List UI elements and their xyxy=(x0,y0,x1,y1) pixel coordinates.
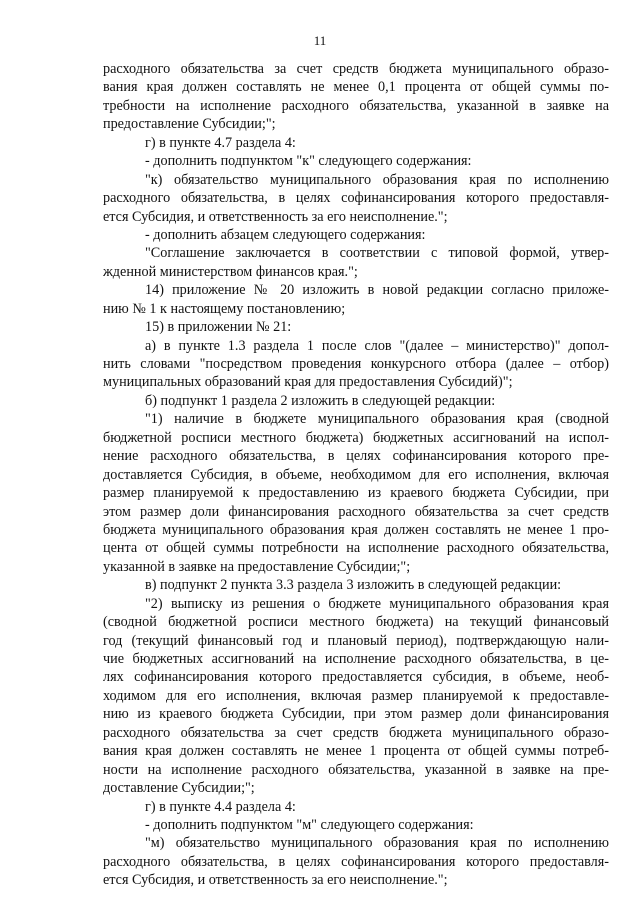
text-line: бюджета муниципального образования края должен составлять не менее 1 про- xyxy=(103,521,609,538)
text-line: - дополнить подпунктом "м" следующего содержания: xyxy=(145,816,474,833)
text-line: (сводной бюджетной росписи местного бюджета) на текущий финансовый xyxy=(103,614,609,631)
text-line: муниципальных образований края для предоставления Субсидий)"; xyxy=(103,374,513,391)
text-line: расходного обязательства за счет средств бюджета муниципального образо- xyxy=(103,724,609,741)
text-line: год (текущий финансовый год и плановый период), подтверждающую нали- xyxy=(103,632,609,649)
text-line: "1) наличие в бюджете муниципального образования края (сводной xyxy=(145,411,609,428)
text-line: б) подпункт 1 раздела 2 изложить в следующей редакции: xyxy=(145,392,496,409)
text-line: "Соглашение заключается в соответствии с типовой формой, утвер- xyxy=(145,245,609,262)
text-line: чие бюджетных ассигнований на исполнение расходного обязательства, в це- xyxy=(103,651,609,667)
text-line: указанной в заявке на предоставление Субсидии;"; xyxy=(103,558,411,575)
page-number: 11 xyxy=(313,33,327,48)
text-line: нение расходного обязательства, в целях софинансирования которого пре- xyxy=(103,448,609,465)
text-line: 15) в приложении № 21: xyxy=(145,319,292,336)
text-line: этом размер доли финансирования расходного обязательства за счет средств xyxy=(103,503,609,520)
text-line: требности на исполнение расходного обязательства, указанной в заявке на xyxy=(103,97,609,114)
text-line: ности на исполнение расходного обязательства, указанной в заявке на пре- xyxy=(103,761,609,778)
text-line: вания края должен составлять не менее 1 процента от общей суммы потреб- xyxy=(103,743,609,760)
text-line: расходного обязательства за счет средств бюджета муниципального образо- xyxy=(103,61,609,77)
text-line: - дополнить подпунктом "к" следующего содержания: xyxy=(145,153,472,170)
text-line: "к) обязательство муниципального образования края по исполнению xyxy=(145,171,609,188)
text-line: "м) обязательство муниципального образования края по исполнению xyxy=(145,835,609,852)
text-line: ется Субсидия, и ответственность за его неисполнение."; xyxy=(103,208,448,225)
text-line: жденной министерством финансов края."; xyxy=(103,263,358,280)
text-line: ходимом для его исполнения, включая размер планируемой к предоставле- xyxy=(103,687,609,704)
text-line: расходного обязательства, в целях софинансирования которого предоставля- xyxy=(103,853,609,870)
text-line: нить словами "посредством проведения конкурсного отбора (далее – отбор) xyxy=(103,356,609,372)
text-line: нию из краевого бюджета Субсидии, при этом размер доли финансирования xyxy=(103,706,609,723)
text-line: а) в пункте 1.3 раздела 1 после слов "(далее – министерство)" допол- xyxy=(145,337,609,354)
text-line: лях софинансирования которого предоставляется субсидия, в объеме, необ- xyxy=(103,669,609,686)
text-line: предоставление Субсидии;"; xyxy=(103,116,276,133)
text-line: г) в пункте 4.4 раздела 4: xyxy=(145,798,296,815)
text-line: вания края должен составлять не менее 0,1 процента от общей суммы по- xyxy=(103,79,609,96)
document-body xyxy=(103,60,609,890)
text-line: ется Субсидия, и ответственность за его неисполнение."; xyxy=(103,872,448,889)
text-line: - дополнить абзацем следующего содержания: xyxy=(145,226,426,243)
text-line: в) подпункт 2 пункта 3.3 раздела 3 изложить в следующей редакции: xyxy=(145,577,562,594)
text-line: цента от общей суммы потребности на исполнение расходного обязательства, xyxy=(103,540,609,557)
text-line: доставляется Субсидия, в объеме, необходимом для его исполнения, включая xyxy=(103,466,609,483)
text-line: г) в пункте 4.7 раздела 4: xyxy=(145,134,296,151)
text-line: расходного обязательства, в целях софинансирования которого предоставля- xyxy=(103,190,609,207)
text-line: "2) выписку из решения о бюджете муниципального образования края xyxy=(145,595,609,612)
text-line: доставление Субсидии;"; xyxy=(103,780,255,797)
text-line: нию № 1 к настоящему постановлению; xyxy=(103,300,346,317)
text-line: размер планируемой к предоставлению из краевого бюджета Субсидии, при xyxy=(103,485,609,502)
text-line: 14) приложение № 20 изложить в новой редакции согласно приложе- xyxy=(145,282,609,299)
text-line: бюджетной росписи местного бюджета) бюджетных ассигнований на испол- xyxy=(103,429,609,446)
